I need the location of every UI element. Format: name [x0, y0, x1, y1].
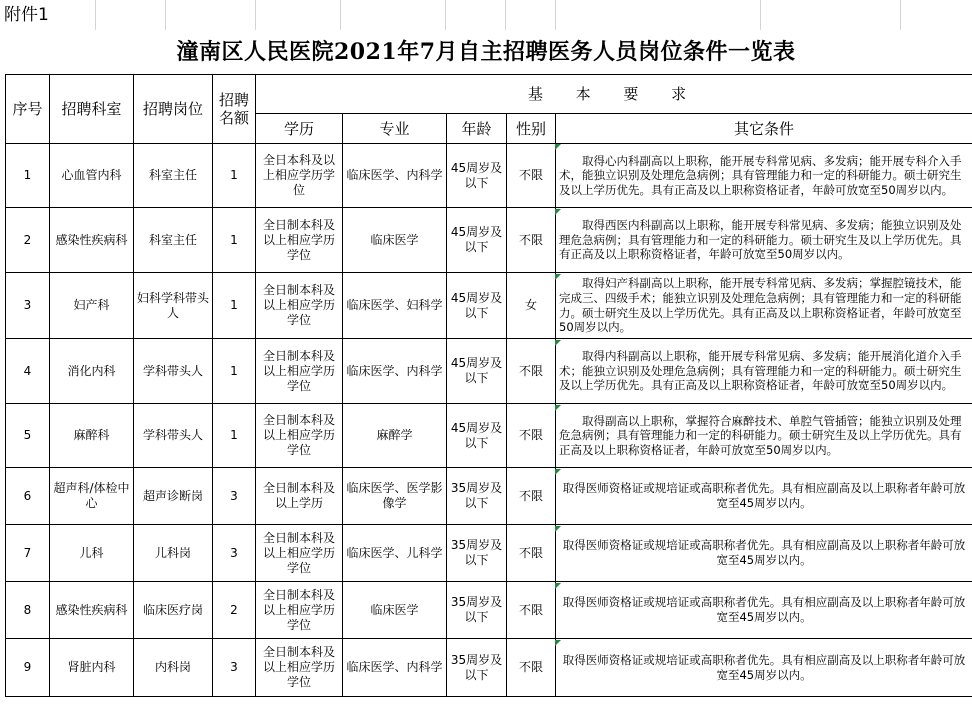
cell-post: 超声诊断岗 — [134, 468, 213, 525]
cell-comment-marker — [555, 583, 561, 589]
cell-gender: 不限 — [507, 525, 556, 582]
cell-age: 45周岁及以下 — [447, 208, 507, 273]
header-seq: 序号 — [6, 75, 50, 144]
cell-other-conditions: 取得西医内科副高以上职称，能开展专科常见病、多发病；能独立识别及处理危急病例；具有管理能力和一定的科研能力。硕士研究生及以上学历优先。具有正高及以上职称资格证者，年龄可放宽至50周岁以内。 — [556, 208, 972, 273]
cell-seq: 5 — [6, 404, 50, 468]
cell-major: 临床医学 — [343, 582, 447, 639]
cell-seq: 8 — [6, 582, 50, 639]
cell-post: 临床医疗岗 — [134, 582, 213, 639]
cell-dept: 麻醉科 — [50, 404, 134, 468]
cell-count: 1 — [213, 339, 256, 404]
cell-major: 临床医学、医学影像学 — [343, 468, 447, 525]
cell-other-conditions: 取得心内科副高以上职称，能开展专科常见病、多发病；能开展专科介入手术，能独立识别及处理危急病例；具有管理能力和一定的科研能力。硕士研究生及以上学历优先。具有正高及以上职称资格证者，年龄可放宽至50周岁以内。 — [556, 144, 972, 208]
table-row — [6, 468, 972, 525]
table-row — [6, 339, 972, 404]
cell-education: 全日本科及以上相应学历学位 — [256, 144, 343, 208]
cell-other-conditions: 取得医师资格证或规培证或高职称者优先。具有相应副高及以上职称者年龄可放宽至45周岁以内。 — [556, 639, 972, 697]
cell-dept: 心血管内科 — [50, 144, 134, 208]
header-count: 招聘名额 — [213, 75, 256, 144]
cell-major: 临床医学、内科学 — [343, 339, 447, 404]
cell-comment-marker — [555, 640, 561, 646]
cell-education: 全日制本科及以上学历 — [256, 468, 343, 525]
cell-count: 1 — [213, 273, 256, 339]
header-education: 学历 — [256, 114, 343, 144]
cell-age: 45周岁及以下 — [447, 339, 507, 404]
cell-post: 科室主任 — [134, 208, 213, 273]
cell-gender: 不限 — [507, 144, 556, 208]
header-basic-requirements: 基 本 要 求 — [256, 75, 972, 114]
cell-dept: 感染性疾病科 — [50, 582, 134, 639]
cell-seq: 2 — [6, 208, 50, 273]
cell-age: 45周岁及以下 — [447, 404, 507, 468]
table-row — [6, 582, 972, 639]
cell-major: 临床医学、内科学 — [343, 144, 447, 208]
cell-gender: 不限 — [507, 582, 556, 639]
header-gender: 性别 — [507, 114, 556, 144]
header-other-conditions: 其它条件 — [556, 114, 972, 144]
spreadsheet-gridlines — [0, 0, 972, 30]
cell-comment-marker — [555, 340, 561, 346]
cell-comment-marker — [555, 526, 561, 532]
cell-comment-marker — [555, 469, 561, 475]
cell-dept: 超声科/体检中心 — [50, 468, 134, 525]
table-row — [6, 208, 972, 273]
cell-education: 全日制本科及以上相应学历学位 — [256, 404, 343, 468]
cell-age: 35周岁及以下 — [447, 639, 507, 697]
cell-gender: 不限 — [507, 208, 556, 273]
cell-comment-marker — [555, 405, 561, 411]
cell-other-conditions: 取得副高以上职称，掌握符合麻醉技术、单腔气管插管；能独立识别及处理危急病例；具有管理能力和一定的科研能力。硕士研究生及以上学历优先。具有正高及以上职称资格证者，年龄可放宽至50周岁以内。 — [556, 404, 972, 468]
cell-comment-marker — [555, 274, 561, 280]
cell-count: 1 — [213, 404, 256, 468]
cell-gender: 不限 — [507, 404, 556, 468]
cell-age: 35周岁及以下 — [447, 525, 507, 582]
header-age: 年龄 — [447, 114, 507, 144]
cell-major: 临床医学 — [343, 208, 447, 273]
cell-other-conditions: 取得医师资格证或规培证或高职称者优先。具有相应副高及以上职称者年龄可放宽至45周岁以内。 — [556, 468, 972, 525]
cell-dept: 感染性疾病科 — [50, 208, 134, 273]
cell-count: 3 — [213, 639, 256, 697]
cell-other-conditions: 取得妇产科副高以上职称，能开展专科常见病、多发病；掌握腔镜技术，能完成三、四级手术；能独立识别及处理危急病例；具有管理能力和一定的科研能力。硕士研究生及以上学历优先。具有正高及以上职称资格证者，年龄可放宽至50周岁以内。 — [556, 273, 972, 339]
table-row — [6, 639, 972, 697]
cell-other-conditions: 取得医师资格证或规培证或高职称者优先。具有相应副高及以上职称者年龄可放宽至45周岁以内。 — [556, 525, 972, 582]
cell-post: 妇科学科带头人 — [134, 273, 213, 339]
cell-seq: 1 — [6, 144, 50, 208]
cell-seq: 7 — [6, 525, 50, 582]
table-row — [6, 144, 972, 208]
cell-post: 内科岗 — [134, 639, 213, 697]
cell-education: 全日制本科及以上相应学历学位 — [256, 639, 343, 697]
cell-count: 1 — [213, 208, 256, 273]
table-row — [6, 404, 972, 468]
cell-dept: 消化内科 — [50, 339, 134, 404]
recruitment-table — [5, 74, 972, 697]
cell-dept: 妇产科 — [50, 273, 134, 339]
cell-gender: 不限 — [507, 639, 556, 697]
cell-gender: 女 — [507, 273, 556, 339]
cell-age: 35周岁及以下 — [447, 582, 507, 639]
cell-count: 3 — [213, 468, 256, 525]
cell-major: 临床医学、妇科学 — [343, 273, 447, 339]
cell-comment-marker — [555, 209, 561, 215]
cell-education: 全日制本科及以上相应学历学位 — [256, 582, 343, 639]
header-post: 招聘岗位 — [134, 75, 213, 144]
cell-age: 35周岁及以下 — [447, 468, 507, 525]
cell-education: 全日制本科及以上相应学历学位 — [256, 525, 343, 582]
cell-major: 麻醉学 — [343, 404, 447, 468]
cell-education: 全日制本科及以上相应学历学位 — [256, 273, 343, 339]
cell-post: 科室主任 — [134, 144, 213, 208]
cell-count: 1 — [213, 144, 256, 208]
cell-seq: 4 — [6, 339, 50, 404]
cell-age: 45周岁及以下 — [447, 144, 507, 208]
cell-other-conditions: 取得医师资格证或规培证或高职称者优先。具有相应副高及以上职称者年龄可放宽至45周岁以内。 — [556, 582, 972, 639]
cell-education: 全日制本科及以上相应学历学位 — [256, 339, 343, 404]
header-major: 专业 — [343, 114, 447, 144]
cell-seq: 3 — [6, 273, 50, 339]
cell-major: 临床医学、儿科学 — [343, 525, 447, 582]
cell-post: 学科带头人 — [134, 339, 213, 404]
table-row — [6, 273, 972, 339]
cell-post: 学科带头人 — [134, 404, 213, 468]
cell-gender: 不限 — [507, 339, 556, 404]
cell-comment-marker — [555, 144, 561, 150]
cell-education: 全日制本科及以上相应学历学位 — [256, 208, 343, 273]
cell-count: 3 — [213, 525, 256, 582]
cell-dept: 肾脏内科 — [50, 639, 134, 697]
cell-seq: 6 — [6, 468, 50, 525]
attachment-label: 附件1 — [4, 5, 49, 25]
cell-post: 儿科岗 — [134, 525, 213, 582]
cell-gender: 不限 — [507, 468, 556, 525]
header-dept: 招聘科室 — [50, 75, 134, 144]
cell-seq: 9 — [6, 639, 50, 697]
table-title: 潼南区人民医院2021年7月自主招聘医务人员岗位条件一览表 — [176, 39, 796, 65]
cell-age: 45周岁及以下 — [447, 273, 507, 339]
table-row — [6, 525, 972, 582]
cell-dept: 儿科 — [50, 525, 134, 582]
cell-major: 临床医学、内科学 — [343, 639, 447, 697]
cell-count: 2 — [213, 582, 256, 639]
cell-other-conditions: 取得内科副高以上职称，能开展专科常见病、多发病；能开展消化道介入手术；能独立识别及处理危急病例；具有管理能力和一定的科研能力。硕士研究生及以上学历优先。具有正高及以上职称资格证者，年龄可放宽至50周岁以内。 — [556, 339, 972, 404]
